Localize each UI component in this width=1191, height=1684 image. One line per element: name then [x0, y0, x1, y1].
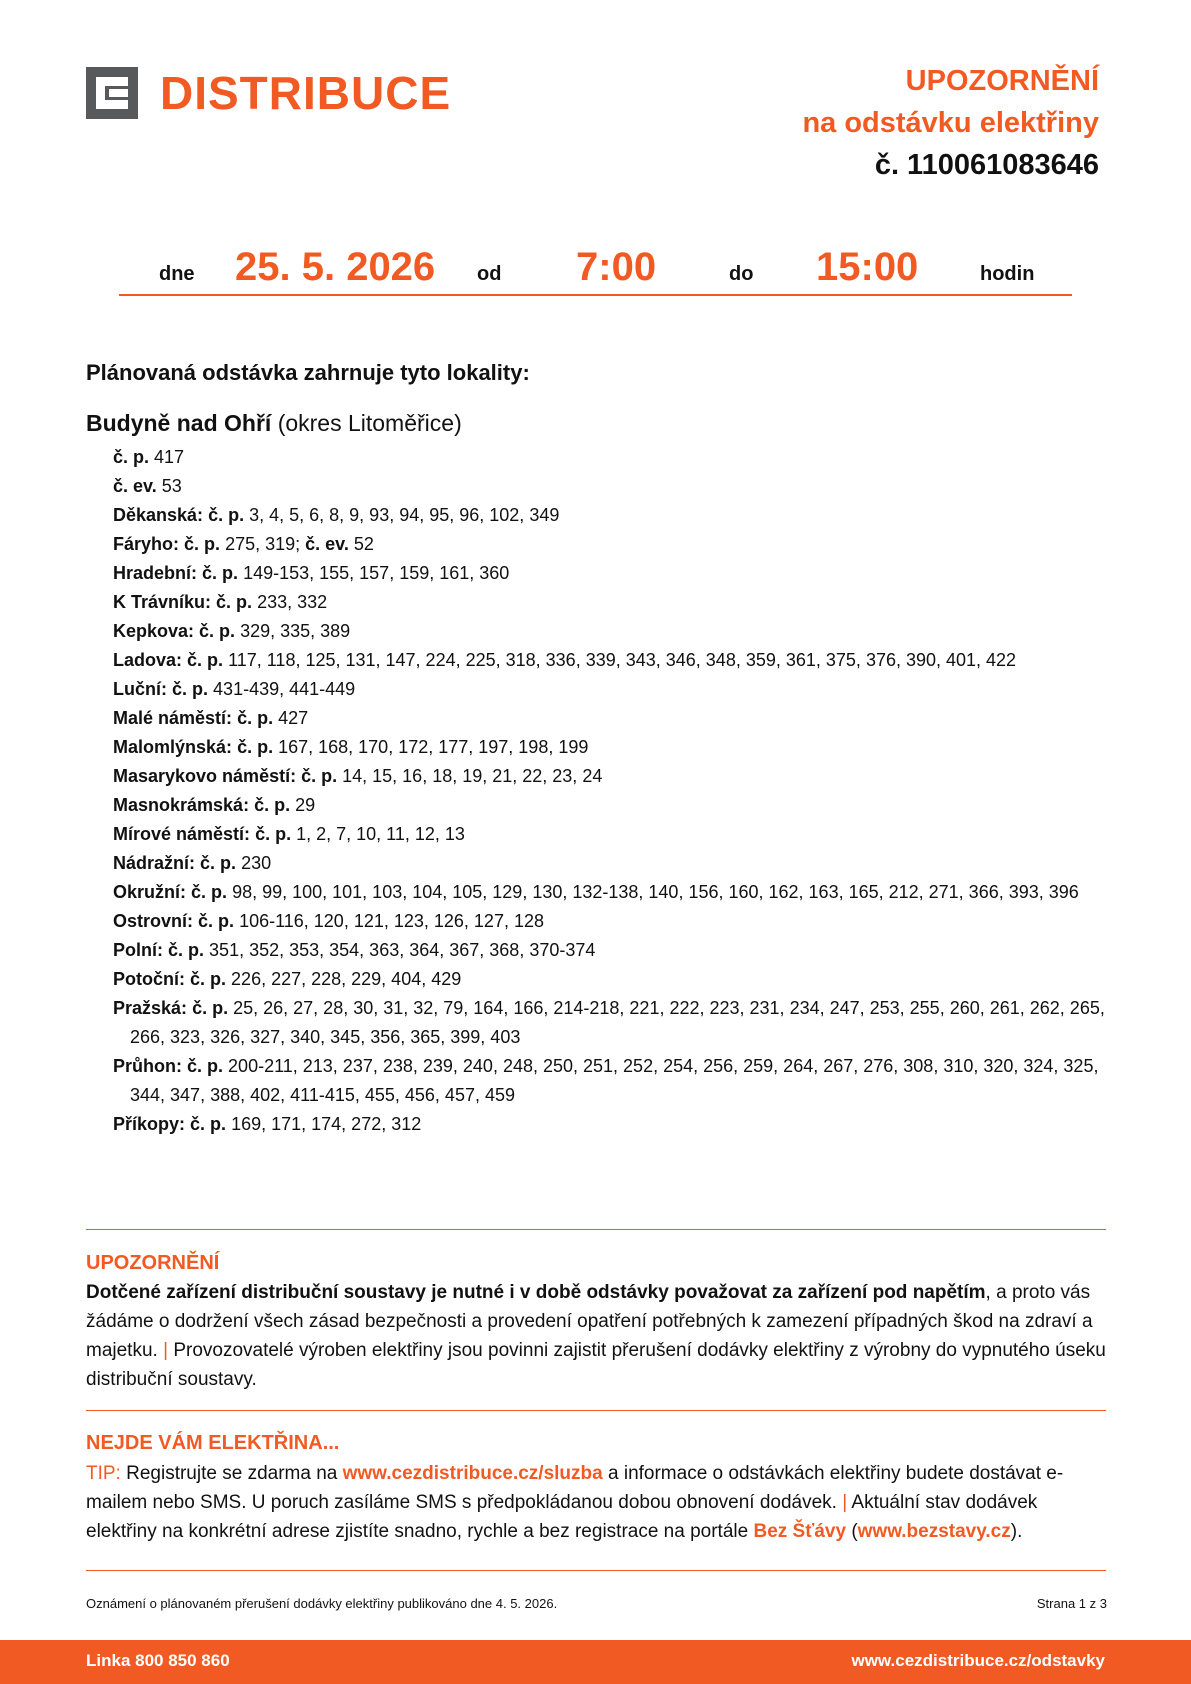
location-item: [113, 530, 1108, 559]
divider: [86, 1410, 1106, 1411]
location-evidence-type: č. ev.: [305, 534, 349, 554]
warning-bold-text: Dotčené zařízení distribuční soustavy je nutné i v době odstávky považovat za zařízení pod napětím: [86, 1282, 986, 1303]
paren-close: ).: [1010, 1521, 1023, 1542]
location-number-type: č. p.: [187, 650, 224, 670]
location-number-type: č. p.: [237, 737, 274, 757]
location-street: Pražská:: [113, 998, 188, 1018]
location-numbers: 351, 352, 353, 354, 363, 364, 367, 368, 370-374: [209, 940, 596, 960]
location-street: Malé náměstí:: [113, 708, 233, 728]
location-number-type: č. p.: [184, 534, 221, 554]
location-number-type: č. p.: [254, 795, 291, 815]
location-numbers: 275, 319;: [225, 534, 301, 554]
location-item: [113, 791, 1108, 820]
location-numbers: 427: [278, 708, 309, 728]
hotline[interactable]: Linka 800 850 860: [86, 1651, 230, 1670]
hours-label: hodin: [980, 263, 1035, 285]
location-numbers: 25, 26, 27, 28, 30, 31, 32, 79, 164, 166, 214-218, 221, 222, 223, 231, 234, 247, 253, 255, 260, 261, 262, 265, 266, 323, 326, 327, 340, 345, 356, 365, 399, 403: [130, 998, 1105, 1047]
warning-text-1: , a proto vás žádáme o dodržení všech zásad bezpečnosti a provedení opatření potřebných k zamezení případných škod na zdraví a majetku.: [86, 1282, 1093, 1361]
location-item: [113, 559, 1108, 588]
divider: [86, 1229, 1106, 1230]
town-district: (okres Litoměřice): [277, 410, 462, 436]
location-item: [113, 675, 1108, 704]
location-item: [113, 936, 1108, 965]
location-item: [113, 849, 1108, 878]
location-numbers: 3, 4, 5, 6, 8, 9, 93, 94, 95, 96, 102, 349: [249, 505, 560, 525]
location-numbers: 431-439, 441-449: [213, 679, 356, 699]
location-number-type: č. p.: [255, 824, 292, 844]
location-item: [113, 588, 1108, 617]
location-number-type: č. p.: [190, 1114, 227, 1134]
location-item: [113, 994, 1108, 1052]
tip-label: TIP:: [86, 1463, 121, 1484]
location-item: [113, 443, 1108, 472]
location-street: Hradební:: [113, 563, 198, 583]
location-street: Kepkova:: [113, 621, 195, 641]
separator: |: [163, 1340, 169, 1361]
location-number-type: č. ev.: [113, 476, 157, 496]
location-item: [113, 501, 1108, 530]
bezstavy-url-link[interactable]: www.bezstavy.cz: [857, 1521, 1011, 1542]
location-item: [113, 965, 1108, 994]
location-street: Mírové náměstí:: [113, 824, 251, 844]
location-numbers: 14, 15, 16, 18, 19, 21, 22, 23, 24: [342, 766, 603, 786]
location-number-type: č. p.: [216, 592, 253, 612]
location-item: [113, 762, 1108, 791]
location-street: Průhon:: [113, 1056, 182, 1076]
notice-number: č. 110061083646: [874, 149, 1099, 181]
location-item: [113, 704, 1108, 733]
logo: [86, 66, 451, 120]
location-number-type: č. p.: [199, 621, 236, 641]
location-item: [113, 1052, 1108, 1110]
location-numbers: 106-116, 120, 121, 123, 126, 127, 128: [239, 911, 544, 931]
location-street: Masnokrámská:: [113, 795, 250, 815]
paren-open: (: [851, 1521, 858, 1542]
tip-title: NEJDE VÁM ELEKTŘINA...: [86, 1432, 340, 1454]
divider: [86, 1570, 1106, 1571]
location-numbers: 200-211, 213, 237, 238, 239, 240, 248, 250, 251, 252, 254, 256, 259, 264, 267, 276, 308, 310, 320, 324, 325, 344, 347, 388, 402, 411-415, 455, 456, 457, 459: [130, 1056, 1099, 1105]
to-label: do: [729, 263, 754, 285]
logo-mark: [86, 67, 138, 119]
location-numbers: 53: [161, 476, 182, 496]
location-street: Příkopy:: [113, 1114, 186, 1134]
location-number-type: č. p.: [168, 940, 205, 960]
location-street: Polní:: [113, 940, 163, 960]
location-street: K Trávníku:: [113, 592, 212, 612]
locations-list: [113, 443, 1108, 1139]
warning-text-2: Provozovatelé výroben elektřiny jsou povinni zajistit přerušení dodávky elektřiny z výrobny do vypnutého úseku distribuční soustavy.: [86, 1340, 1106, 1390]
tip-text: [86, 1459, 1108, 1546]
warning-title: UPOZORNĚNÍ: [86, 1252, 220, 1274]
logo-text: DISTRIBUCE: [160, 67, 452, 119]
location-number-type: č. p.: [190, 969, 227, 989]
town: [86, 410, 462, 437]
town-name: Budyně nad Ohří: [86, 410, 272, 436]
location-street: Okružní:: [113, 882, 187, 902]
notice-header: [802, 60, 1099, 186]
location-number-type: č. p.: [172, 679, 209, 699]
registration-link[interactable]: www.cezdistribuce.cz/sluzba: [342, 1463, 603, 1484]
location-street: Ladova:: [113, 650, 183, 670]
location-item: [113, 646, 1108, 675]
location-numbers: 167, 168, 170, 172, 177, 197, 198, 199: [278, 737, 589, 757]
location-street: Malomlýnská:: [113, 737, 233, 757]
location-numbers: 169, 171, 174, 272, 312: [231, 1114, 422, 1134]
notice-subtitle: na odstávku elektřiny: [802, 107, 1099, 139]
location-number-type: č. p.: [192, 998, 229, 1018]
location-numbers: 1, 2, 7, 10, 11, 12, 13: [296, 824, 465, 844]
location-numbers: 29: [295, 795, 316, 815]
location-number-type: č. p.: [301, 766, 338, 786]
location-item: [113, 907, 1108, 936]
location-numbers: 230: [241, 853, 272, 873]
location-numbers: 149-153, 155, 157, 159, 161, 360: [243, 563, 510, 583]
location-number-type: č. p.: [208, 505, 245, 525]
warning-text: [86, 1278, 1108, 1394]
location-street: Děkanská:: [113, 505, 204, 525]
tip-text-1: Registrujte se zdarma na: [126, 1463, 338, 1484]
footer-bar: [0, 1640, 1191, 1684]
location-item: [113, 472, 1108, 501]
location-number-type: č. p.: [202, 563, 239, 583]
from-label: od: [477, 263, 502, 285]
outage-start: 7:00: [576, 245, 657, 289]
location-evidence-numbers: 52: [353, 534, 374, 554]
location-item: [113, 878, 1108, 907]
location-street: Nádražní:: [113, 853, 196, 873]
separator: |: [842, 1492, 848, 1513]
location-number-type: č. p.: [200, 853, 237, 873]
location-street: Luční:: [113, 679, 167, 699]
location-numbers: 329, 335, 389: [240, 621, 351, 641]
location-number-type: č. p.: [237, 708, 274, 728]
locations-heading: Plánovaná odstávka zahrnuje tyto lokality:: [86, 360, 530, 385]
location-numbers: 233, 332: [257, 592, 328, 612]
notice-title: UPOZORNĚNÍ: [905, 65, 1099, 97]
location-numbers: 417: [154, 447, 185, 467]
outage-schedule: [119, 238, 1072, 296]
location-numbers: 226, 227, 228, 229, 404, 429: [231, 969, 462, 989]
location-numbers: 98, 99, 100, 101, 103, 104, 105, 129, 130, 132-138, 140, 156, 160, 162, 163, 165, 212, 271, 366, 393, 396: [232, 882, 1079, 902]
location-street: Ostrovní:: [113, 911, 194, 931]
publication-note: Oznámení o plánovaném přerušení dodávky elektřiny publikováno dne 4. 5. 2026.: [86, 1596, 558, 1611]
location-street: Fáryho:: [113, 534, 180, 554]
location-street: Masarykovo náměstí:: [113, 766, 297, 786]
location-item: [113, 733, 1108, 762]
page-number: Strana 1 z 3: [1036, 1596, 1107, 1611]
location-number-type: č. p.: [198, 911, 235, 931]
location-number-type: č. p.: [191, 882, 228, 902]
tip-text-3: Aktuální stav dodávek elektřiny na konkrétní adrese zjistíte snadno, rychle a bez registrace na portále: [86, 1492, 1038, 1542]
location-item: [113, 1110, 1108, 1139]
outage-end: 15:00: [816, 245, 919, 289]
tip-text-2: a informace o odstávkách elektřiny budete dostávat e-mailem nebo SMS. U poruch zasíláme SMS s předpokládanou dobou obnovení dodávek.: [86, 1463, 1064, 1513]
location-numbers: 117, 118, 125, 131, 147, 224, 225, 318, 336, 339, 343, 346, 348, 359, 361, 375, 376, 390, 401, 422: [228, 650, 1017, 670]
footer-website-link[interactable]: www.cezdistribuce.cz/odstavky: [851, 1651, 1105, 1670]
date-label: dne: [159, 263, 195, 285]
location-street: Potoční:: [113, 969, 185, 989]
bez-stavy-link[interactable]: Bez Šťávy: [753, 1521, 847, 1542]
location-item: [113, 820, 1108, 849]
location-item: [113, 617, 1108, 646]
location-number-type: č. p.: [187, 1056, 224, 1076]
location-number-type: č. p.: [113, 447, 150, 467]
outage-date: 25. 5. 2026: [235, 245, 436, 289]
